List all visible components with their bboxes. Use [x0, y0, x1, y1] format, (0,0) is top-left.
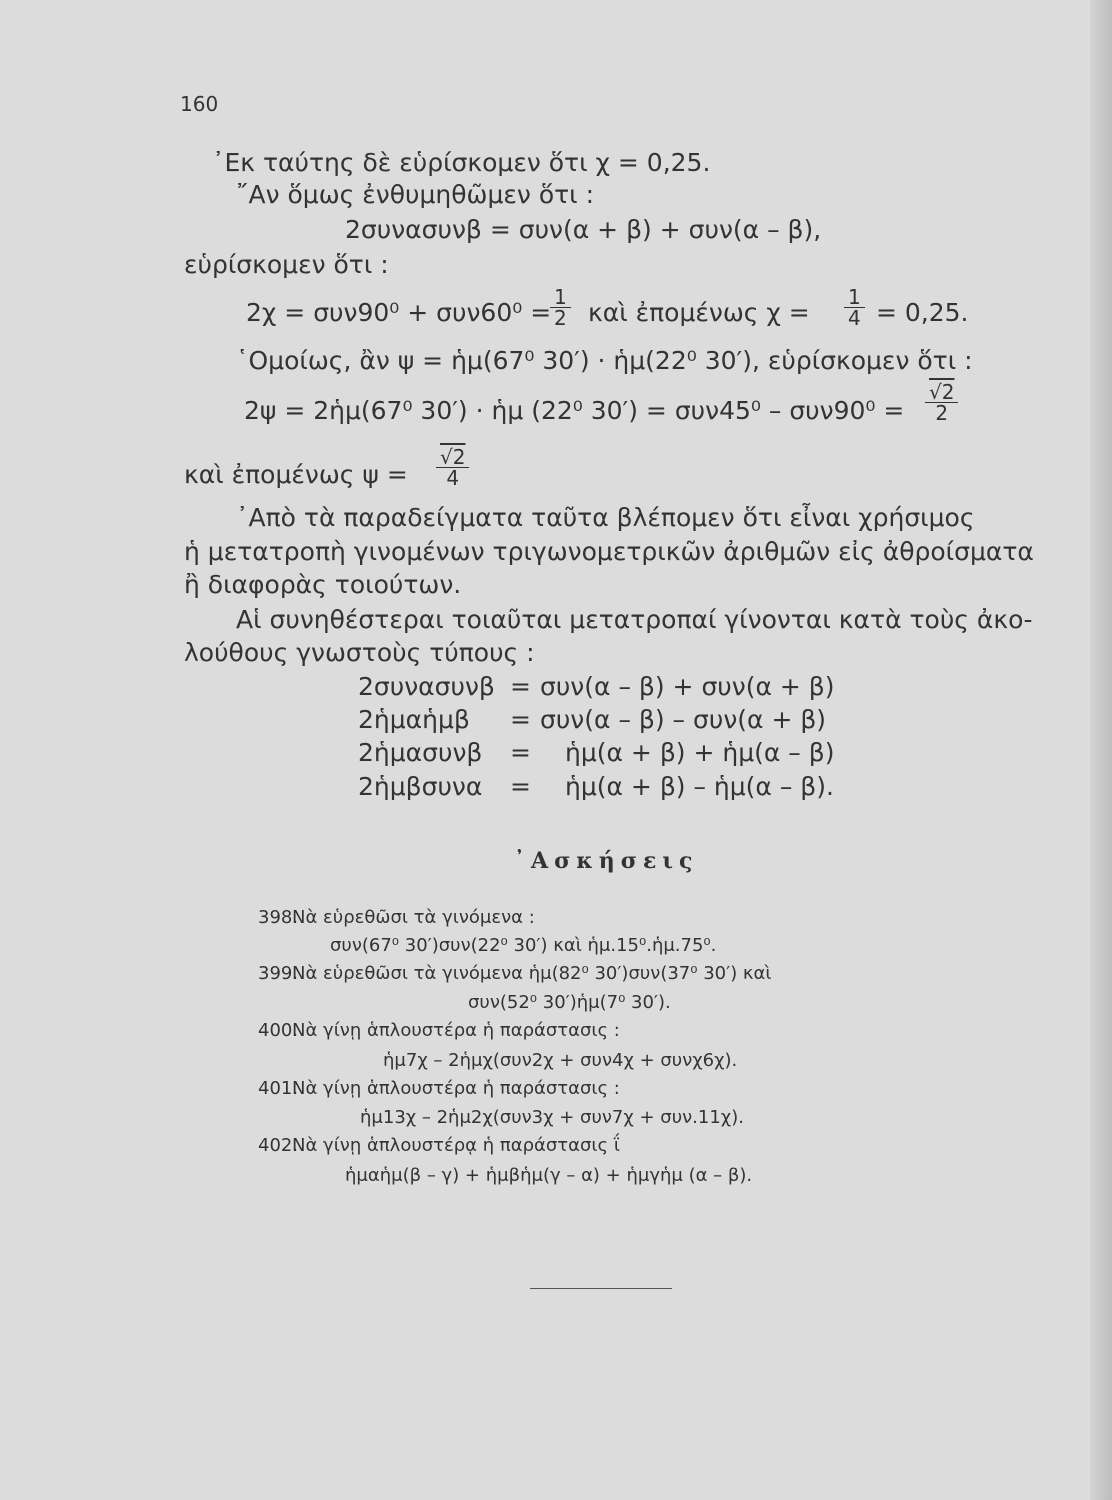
text-line: εὑρίσκομεν ὅτι :: [184, 250, 389, 279]
exercise-continuation: συν(67⁰ 30′)συν(22⁰ 30′) καὶ ἡμ.15⁰.ἡμ.75⁰.: [330, 935, 717, 956]
paragraph-line: ἡ μετατροπὴ γινομένων τριγωνομετρικῶν ἀριθμῶν εἰς ἀθροίσματα: [184, 537, 1034, 566]
exercises-heading: ᾿Ασκήσεις: [514, 848, 699, 874]
formula-equals: =: [510, 705, 531, 734]
equation-line: καὶ ἐπομένως χ =: [588, 298, 810, 327]
exercise-text: Νὰ εὑρεθῶσι τὰ γινόμενα :: [292, 907, 535, 928]
paragraph-line: ᾿Απὸ τὰ παραδείγματα ταῦτα βλέπομεν ὅτι εἶναι χρήσιμος: [236, 503, 975, 532]
exercise-number: 402.: [258, 1135, 299, 1156]
formula-equals: =: [510, 672, 531, 701]
paragraph-line: Αἱ συνηθέστεραι τοιαῦται μετατροπαί γίνονται κατὰ τοὺς ἀκο-: [236, 605, 1033, 634]
formula-lhs: 2ἡμβσυνα: [358, 772, 483, 801]
formula-rhs: συν(α – β) – συν(α + β): [540, 705, 827, 734]
exercise-continuation: συν(52⁰ 30′)ἡμ(7⁰ 30′).: [468, 992, 671, 1013]
formula-rhs: ἡμ(α + β) + ἡμ(α – β): [565, 738, 835, 767]
exercise-number: 399.: [258, 963, 299, 984]
end-rule: [530, 1288, 672, 1289]
formula-equals: =: [510, 738, 531, 767]
equation-line: 2συνασυνβ = συν(α + β) + συν(α – β),: [345, 215, 822, 244]
text-line: ᾿Εκ ταύτης δὲ εὑρίσκομεν ὅτι χ = 0,25.: [212, 148, 711, 177]
exercise-continuation: ἡμ13χ – 2ἡμ2χ(συν3χ + συν7χ + συν.11χ).: [360, 1107, 744, 1128]
fraction-sqrt2-over-2: $\frac{√2}{2}$: [925, 382, 958, 423]
page-number: 160: [180, 92, 219, 116]
equation-line: = 0,25.: [876, 298, 969, 327]
formula-rhs: ἡμ(α + β) – ἡμ(α – β).: [565, 772, 834, 801]
exercise-number: 400.: [258, 1020, 299, 1041]
paragraph-line: ἢ διαφορὰς τοιούτων.: [184, 570, 462, 599]
exercise-text: Νὰ γίνῃ ἁπλουστέρᾳ ἡ παράστασις ΐ: [292, 1135, 620, 1156]
formula-lhs: 2ἡμασυνβ: [358, 738, 483, 767]
exercise-text: Νὰ γίνῃ ἁπλουστέρα ἡ παράστασις :: [292, 1078, 620, 1099]
exercise-continuation: ἡμαἡμ(β – γ) + ἡμβἡμ(γ – α) + ἡμγἡμ (α – β).: [345, 1165, 753, 1186]
text-line: ῾Ομοίως, ἂν ψ = ἡμ(67⁰ 30′) · ἡμ(22⁰ 30′), εὑρίσκομεν ὅτι :: [236, 346, 973, 375]
exercise-number: 401.: [258, 1078, 299, 1099]
exercise-text: Νὰ εὑρεθῶσι τὰ γινόμενα ἡμ(82⁰ 30′)συν(37⁰ 30′) καὶ: [292, 963, 772, 984]
exercise-number: 398.: [258, 907, 299, 928]
fraction-half: $\frac{1}{2}$: [550, 287, 571, 328]
exercise-text: Νὰ γίνῃ ἁπλουστέρα ἡ παράστασις :: [292, 1020, 620, 1041]
exercise-continuation: ἡμ7χ – 2ἡμχ(συν2χ + συν4χ + συνχ6χ).: [383, 1050, 738, 1071]
fraction-quarter: $\frac{1}{4}$: [844, 287, 865, 328]
formula-rhs: συν(α – β) + συν(α + β): [540, 672, 835, 701]
page-edge-shadow: [1090, 0, 1112, 1500]
formula-lhs: 2συνασυνβ: [358, 672, 495, 701]
equation-line: 2ψ = 2ἡμ(67⁰ 30′) · ἡμ (22⁰ 30′) = συν45⁰ – συν90⁰ =: [244, 396, 905, 425]
text-line: ῎Αν ὅμως ἐνθυμηθῶμεν ὅτι :: [236, 180, 594, 209]
equation-line: 2χ = συν90⁰ + συν60⁰ =: [246, 298, 552, 327]
formula-equals: =: [510, 772, 531, 801]
fraction-sqrt2-over-4: $\frac{√2}{4}$: [436, 447, 469, 488]
formula-lhs: 2ἡμαἡμβ: [358, 705, 470, 734]
paragraph-line: λούθους γνωστοὺς τύπους :: [184, 638, 535, 667]
equation-line: καὶ ἐπομένως ψ =: [184, 460, 408, 489]
